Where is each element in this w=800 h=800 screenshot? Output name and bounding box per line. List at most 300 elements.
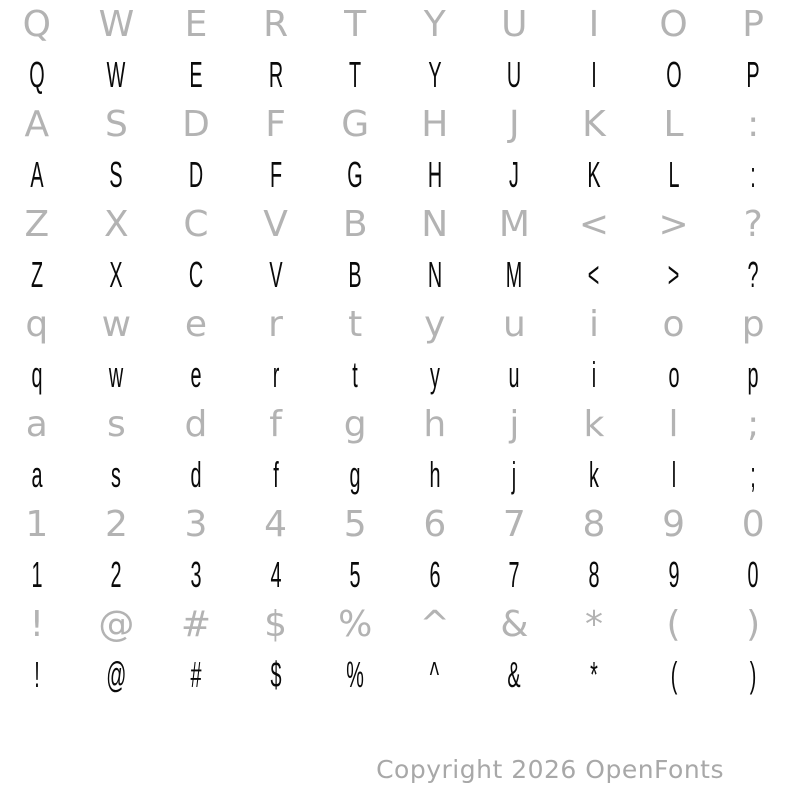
ink-glyph: A [30, 154, 44, 195]
glyph-cell [554, 100, 634, 150]
ghost-glyph: U [501, 4, 528, 45]
glyph-cell [395, 550, 475, 600]
glyph-cell [554, 300, 634, 350]
glyph-cell [236, 400, 316, 450]
glyph-cell [315, 100, 395, 150]
ghost-glyph: : [747, 104, 760, 145]
glyph-cell [713, 100, 793, 150]
ink-glyph: ? [747, 254, 759, 295]
glyph-cell [554, 0, 634, 50]
glyph-cell [156, 550, 236, 600]
glyph-cell [236, 500, 316, 550]
glyph-cell [713, 450, 793, 500]
glyph-cell [395, 300, 475, 350]
ink-glyph: P [746, 54, 760, 95]
ink-glyph: $ [270, 654, 282, 695]
glyph-cell [77, 300, 157, 350]
ghost-glyph: f [269, 404, 282, 445]
glyph-cell [77, 400, 157, 450]
ink-glyph: U [507, 54, 522, 95]
ink-glyph: e [190, 354, 202, 395]
ghost-glyph: V [263, 204, 288, 245]
glyph-cell [554, 450, 634, 500]
glyph-cell [77, 0, 157, 50]
glyph-cell [0, 550, 77, 600]
ink-glyph: G [347, 154, 363, 195]
ghost-glyph: y [424, 304, 446, 345]
ghost-glyph: o [662, 304, 685, 345]
ink-glyph: @ [106, 654, 127, 695]
ink-glyph: 0 [747, 554, 759, 595]
glyph-cell [156, 500, 236, 550]
ghost-glyph: H [421, 104, 449, 145]
glyph-cell [713, 600, 793, 650]
glyph-cell [315, 50, 395, 100]
ghost-glyph: Q [22, 4, 51, 45]
ink-row-2 [0, 250, 793, 300]
glyph-cell [713, 650, 793, 700]
ghost-glyph: O [659, 4, 688, 45]
ghost-glyph: u [502, 304, 526, 345]
glyph-cell [0, 500, 77, 550]
ghost-glyph: d [184, 404, 208, 445]
glyph-cell [0, 250, 77, 300]
ghost-glyph: 0 [741, 504, 765, 545]
ink-glyph: h [429, 454, 441, 495]
ink-glyph: W [107, 54, 126, 95]
glyph-cell [315, 650, 395, 700]
ink-row-1 [0, 150, 793, 200]
ink-glyph: & [507, 654, 521, 695]
glyph-cell [475, 600, 555, 650]
glyph-cell [554, 400, 634, 450]
ghost-glyph: 2 [104, 504, 128, 545]
ghost-glyph: I [588, 4, 600, 45]
glyph-cell [315, 250, 395, 300]
glyph-cell [315, 0, 395, 50]
ghost-glyph: B [342, 204, 368, 245]
ghost-glyph: r [268, 304, 283, 345]
ink-glyph: : [750, 154, 756, 195]
ink-glyph: E [189, 54, 203, 95]
ghost-glyph: ^ [419, 604, 450, 645]
glyph-cell [156, 200, 236, 250]
glyph-cell [0, 350, 77, 400]
ghost-glyph: W [98, 4, 135, 45]
glyph-cell [77, 550, 157, 600]
glyph-cell [236, 150, 316, 200]
ink-glyph: 9 [668, 554, 680, 595]
glyph-cell [315, 300, 395, 350]
glyph-cell [634, 100, 714, 150]
ink-glyph: ^ [430, 654, 440, 695]
ghost-glyph: ; [747, 404, 760, 445]
glyph-cell [156, 0, 236, 50]
glyph-cell [236, 100, 316, 150]
ink-glyph: d [190, 454, 202, 495]
glyph-cell [634, 450, 714, 500]
glyph-cell [156, 350, 236, 400]
ghost-glyph: t [348, 304, 363, 345]
glyph-cell [236, 600, 316, 650]
ghost-row-1 [0, 100, 793, 150]
ink-glyph: F [269, 154, 282, 195]
ink-glyph: N [427, 254, 442, 295]
glyph-cell [0, 450, 77, 500]
glyph-cell [475, 550, 555, 600]
ink-glyph: S [109, 154, 123, 195]
glyph-cell [0, 0, 77, 50]
ghost-row-3 [0, 300, 793, 350]
ink-glyph: J [509, 154, 520, 195]
ink-glyph: % [346, 654, 364, 695]
glyph-cell [236, 450, 316, 500]
glyph-cell [156, 450, 236, 500]
ink-glyph: r [272, 354, 279, 395]
glyph-cell [395, 650, 475, 700]
glyph-cell [475, 200, 555, 250]
ink-glyph: t [352, 354, 358, 395]
ink-glyph: j [512, 454, 517, 495]
ink-glyph: ; [750, 454, 756, 495]
glyph-cell [77, 650, 157, 700]
ghost-row-5 [0, 500, 793, 550]
glyph-cell [554, 650, 634, 700]
glyph-cell [634, 350, 714, 400]
ghost-glyph: a [25, 404, 48, 445]
ink-glyph: ) [749, 654, 757, 695]
glyph-cell [634, 150, 714, 200]
glyph-cell [554, 50, 634, 100]
ink-glyph: 2 [110, 554, 122, 595]
ink-glyph: o [668, 354, 680, 395]
glyph-cell [395, 100, 475, 150]
glyph-cell [713, 550, 793, 600]
ghost-glyph: h [423, 404, 447, 445]
glyph-cell [554, 200, 634, 250]
row-pair-6 [0, 600, 793, 700]
glyph-cell [395, 350, 475, 400]
ghost-row-0 [0, 0, 793, 50]
ghost-glyph: S [104, 104, 128, 145]
glyph-cell [156, 50, 236, 100]
ink-row-3 [0, 350, 793, 400]
ink-glyph: L [668, 154, 680, 195]
glyph-cell [236, 650, 316, 700]
ghost-glyph: 5 [343, 504, 367, 545]
ghost-glyph: Z [24, 204, 50, 245]
ghost-glyph: @ [98, 604, 135, 645]
ink-row-6 [0, 650, 793, 700]
ghost-glyph: 8 [582, 504, 606, 545]
glyph-cell [315, 500, 395, 550]
ghost-glyph: P [742, 4, 764, 45]
glyph-cell [475, 150, 555, 200]
glyph-cell [77, 100, 157, 150]
ghost-glyph: l [668, 404, 679, 445]
glyph-cell [0, 600, 77, 650]
glyph-cell [315, 600, 395, 650]
ghost-glyph: T [344, 4, 367, 45]
ink-glyph: I [591, 54, 597, 95]
ink-glyph: i [591, 354, 597, 395]
ink-glyph: X [109, 254, 123, 295]
ghost-glyph: g [343, 404, 367, 445]
ink-glyph: # [190, 654, 202, 695]
ink-glyph: B [348, 254, 362, 295]
glyph-cell [475, 350, 555, 400]
ink-glyph: f [272, 454, 279, 495]
ghost-glyph: F [265, 104, 286, 145]
glyph-cell [713, 250, 793, 300]
ghost-glyph: % [338, 604, 373, 645]
ink-glyph: 5 [349, 554, 361, 595]
glyph-cell [395, 400, 475, 450]
glyph-cell [713, 50, 793, 100]
ink-glyph: < [588, 254, 600, 295]
ink-glyph: 6 [429, 554, 441, 595]
glyph-cell [713, 300, 793, 350]
ghost-glyph: G [341, 104, 370, 145]
ghost-glyph: 1 [25, 504, 49, 545]
ghost-glyph: 7 [502, 504, 526, 545]
ink-glyph: u [508, 354, 520, 395]
ink-glyph: k [589, 454, 599, 495]
ink-glyph: C [188, 254, 204, 295]
ink-glyph: ( [670, 654, 677, 695]
ghost-glyph: > [658, 204, 689, 245]
glyph-cell [156, 100, 236, 150]
glyph-cell [0, 100, 77, 150]
ghost-glyph: L [663, 104, 684, 145]
glyph-cell [634, 250, 714, 300]
ghost-glyph: J [509, 104, 520, 145]
ink-glyph: 3 [190, 554, 202, 595]
ghost-glyph: $ [264, 604, 288, 645]
ink-glyph: w [109, 354, 124, 395]
glyph-cell [395, 50, 475, 100]
ghost-row-6 [0, 600, 793, 650]
glyph-cell [315, 350, 395, 400]
ink-glyph: K [587, 154, 601, 195]
ink-glyph: * [590, 654, 598, 695]
row-pair-0 [0, 0, 793, 100]
ghost-glyph: i [588, 304, 599, 345]
row-pair-3 [0, 300, 793, 400]
glyph-cell [395, 200, 475, 250]
glyph-cell [77, 150, 157, 200]
ink-glyph: H [427, 154, 442, 195]
ink-glyph: y [429, 354, 440, 395]
ink-glyph: 8 [588, 554, 600, 595]
glyph-cell [236, 550, 316, 600]
ink-glyph: q [31, 354, 43, 395]
glyph-cell [236, 250, 316, 300]
ink-glyph: T [349, 54, 362, 95]
glyph-cell [77, 500, 157, 550]
ink-row-4 [0, 450, 793, 500]
glyph-cell [475, 300, 555, 350]
ink-glyph: O [665, 54, 682, 95]
glyph-cell [713, 150, 793, 200]
glyph-cell [634, 550, 714, 600]
glyph-cell [77, 600, 157, 650]
ghost-glyph: ) [746, 604, 761, 645]
ghost-row-2 [0, 200, 793, 250]
ghost-row-4 [0, 400, 793, 450]
row-pair-4 [0, 400, 793, 500]
glyph-cell [475, 650, 555, 700]
glyph-cell [156, 300, 236, 350]
glyph-cell [634, 650, 714, 700]
ink-glyph: V [268, 254, 283, 295]
glyph-cell [395, 600, 475, 650]
ghost-glyph: j [509, 404, 520, 445]
glyph-cell [0, 400, 77, 450]
glyph-cell [77, 50, 157, 100]
glyph-cell [713, 400, 793, 450]
ink-glyph: 1 [31, 554, 43, 595]
ghost-glyph: A [24, 104, 50, 145]
glyph-cell [0, 150, 77, 200]
glyph-cell [634, 0, 714, 50]
ghost-glyph: K [582, 104, 606, 145]
glyph-cell [713, 200, 793, 250]
glyph-cell [634, 300, 714, 350]
ink-glyph: D [188, 154, 204, 195]
row-pair-1 [0, 100, 793, 200]
glyph-cell [634, 50, 714, 100]
glyph-cell [395, 250, 475, 300]
ghost-glyph: p [741, 304, 765, 345]
glyph-cell [395, 500, 475, 550]
ink-row-5 [0, 550, 793, 600]
ghost-glyph: D [182, 104, 210, 145]
ghost-glyph: X [104, 204, 129, 245]
glyph-cell [395, 150, 475, 200]
ghost-glyph: k [583, 404, 605, 445]
glyph-cell [77, 200, 157, 250]
ghost-glyph: E [184, 4, 208, 45]
ghost-glyph: Y [423, 4, 446, 45]
ink-glyph: > [667, 254, 680, 295]
ink-glyph: g [349, 454, 361, 495]
glyph-cell [395, 0, 475, 50]
ghost-glyph: & [500, 604, 529, 645]
ghost-glyph: 6 [423, 504, 447, 545]
glyph-cell [554, 350, 634, 400]
glyph-cell [236, 0, 316, 50]
glyph-cell [475, 500, 555, 550]
ink-glyph: 7 [508, 554, 520, 595]
glyph-cell [156, 650, 236, 700]
glyph-cell [236, 50, 316, 100]
glyph-cell [554, 150, 634, 200]
glyph-cell [713, 500, 793, 550]
row-pair-2 [0, 200, 793, 300]
ghost-glyph: ? [743, 204, 763, 245]
glyph-cell [0, 650, 77, 700]
ink-row-0 [0, 50, 793, 100]
glyph-cell [713, 350, 793, 400]
ink-glyph: l [671, 454, 676, 495]
glyph-cell [77, 250, 157, 300]
glyph-cell [156, 400, 236, 450]
ghost-glyph: # [180, 604, 212, 645]
glyph-cell [315, 200, 395, 250]
glyph-cell [475, 250, 555, 300]
glyph-cell [236, 350, 316, 400]
glyph-cell [315, 450, 395, 500]
glyph-cell [0, 300, 77, 350]
glyph-cell [77, 450, 157, 500]
glyph-cell [0, 50, 77, 100]
glyph-cell [156, 250, 236, 300]
ghost-glyph: 3 [184, 504, 208, 545]
ink-glyph: 4 [270, 554, 282, 595]
glyph-cell [156, 600, 236, 650]
ghost-glyph: R [263, 4, 289, 45]
glyph-cell [554, 550, 634, 600]
glyph-cell [156, 150, 236, 200]
ghost-glyph: s [107, 404, 126, 445]
glyph-cell [236, 200, 316, 250]
glyph-cell [634, 200, 714, 250]
ink-glyph: ! [34, 654, 40, 695]
glyph-cell [395, 450, 475, 500]
glyph-cell [554, 600, 634, 650]
ghost-glyph: M [498, 204, 530, 245]
ink-glyph: a [31, 454, 43, 495]
glyph-cell [0, 200, 77, 250]
ink-glyph: p [747, 354, 759, 395]
glyph-cell [713, 0, 793, 50]
ghost-glyph: e [184, 304, 208, 345]
glyph-cell [475, 100, 555, 150]
glyph-cell [554, 500, 634, 550]
glyph-cell [315, 550, 395, 600]
ghost-glyph: 9 [662, 504, 685, 545]
ink-glyph: R [268, 54, 283, 95]
watermark: Copyright 2026 OpenFonts [376, 755, 724, 784]
ink-glyph: M [506, 254, 523, 295]
glyph-cell [554, 250, 634, 300]
glyph-cell [475, 0, 555, 50]
ghost-glyph: C [183, 204, 209, 245]
glyph-cell [634, 500, 714, 550]
ink-glyph: Z [30, 254, 43, 295]
ghost-glyph: ! [29, 604, 45, 645]
ghost-glyph: N [421, 204, 449, 245]
glyph-cell [236, 300, 316, 350]
ink-glyph: Y [428, 54, 442, 95]
glyph-cell [475, 400, 555, 450]
ghost-glyph: ( [666, 604, 681, 645]
ink-glyph: s [111, 454, 122, 495]
glyph-cell [315, 400, 395, 450]
ghost-glyph: w [101, 304, 132, 345]
glyph-cell [475, 50, 555, 100]
row-pair-5 [0, 500, 793, 600]
glyph-cell [634, 400, 714, 450]
glyph-cell [475, 450, 555, 500]
ghost-glyph: * [584, 604, 603, 645]
ghost-glyph: < [578, 204, 610, 245]
ink-glyph: Q [29, 54, 45, 95]
glyph-cell [315, 150, 395, 200]
ghost-glyph: q [25, 304, 49, 345]
glyph-cell [634, 600, 714, 650]
